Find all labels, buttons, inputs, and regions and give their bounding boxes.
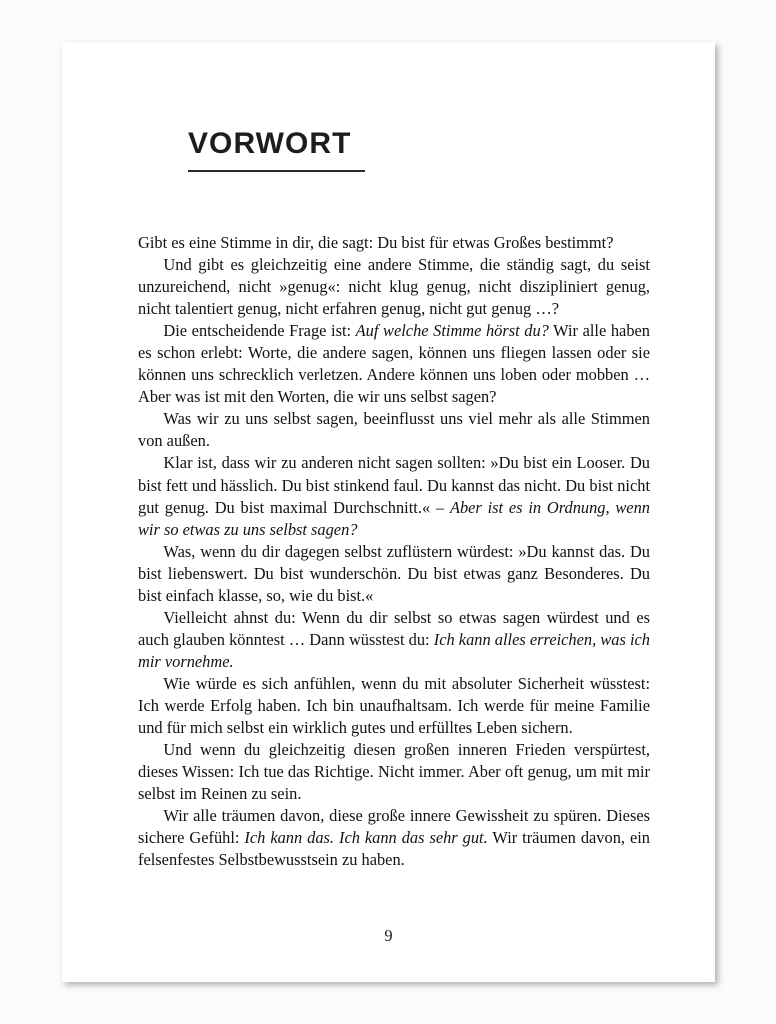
body-text: Wir alle träumen davon, diese große innere Gewissheit zu spüren. Dieses sichere Gefühl: xyxy=(138,806,650,848)
chapter-heading xyxy=(188,129,608,172)
body-text: Und wenn du gleichzeitig diesen großen inneren Frieden verspürtest, dieses Wissen: Ich tue das Richtige. Nicht immer. Aber oft genug, um mit mir selbst im Reinen zu sein. xyxy=(138,740,650,804)
page-number: 9 xyxy=(384,926,393,945)
body-paragraph xyxy=(138,805,650,871)
body-paragraph xyxy=(138,452,650,540)
body-text: Und gibt es gleichzeitig eine andere Stimme, die ständig sagt, du seist unzureichend, nicht »genug«: nicht klug genug, nicht diszipliniert genug, nicht talentiert genug, nicht erfahren genug, nicht gut genug …? xyxy=(138,255,650,319)
body-paragraph xyxy=(138,739,650,805)
body-text: Die entscheidende Frage ist: xyxy=(163,321,356,341)
body-paragraph xyxy=(138,408,650,452)
body-text-column xyxy=(138,232,650,871)
body-paragraph xyxy=(138,607,650,673)
emphasis-text: Aber ist es in Ordnung, wenn wir so etwas zu uns selbst sagen? xyxy=(138,497,650,539)
body-text: Was, wenn du dir dagegen selbst zuflüstern würdest: »Du kannst das. Du bist liebenswert. Du bist wunderschön. Du bist etwas ganz Besonderes. Du bist einfach klasse, so, wie du bist.« xyxy=(138,541,650,605)
body-text: Wir träumen davon, ein felsenfestes Selbstbewusstsein zu haben. xyxy=(138,828,650,870)
body-text: Wir alle haben es schon erlebt: Worte, die andere sagen, können uns fliegen lassen oder sie können uns schrecklich verletzen. Andere können uns loben oder mobben … Aber was ist mit den Worten, die wir uns selbst sagen? xyxy=(138,321,650,407)
book-page xyxy=(62,42,715,982)
emphasis-text: Ich kann alles erreichen, was ich mir vornehme. xyxy=(138,629,650,671)
body-paragraph xyxy=(138,541,650,607)
body-paragraph xyxy=(138,320,650,408)
emphasis-text: Ich kann das. Ich kann das sehr gut. xyxy=(244,828,488,848)
page-title: VORWORT xyxy=(188,127,352,160)
body-paragraph xyxy=(138,673,650,739)
body-text: Was wir zu uns selbst sagen, beeinflusst uns viel mehr als alle Stimmen von außen. xyxy=(138,409,650,451)
body-text: Gibt es eine Stimme in dir, die sagt: Du bist für etwas Großes bestimmt? xyxy=(138,233,614,252)
body-paragraph xyxy=(138,232,650,254)
body-paragraph xyxy=(138,254,650,320)
emphasis-text: Auf welche Stimme hörst du? xyxy=(355,321,549,341)
title-underline-rule xyxy=(188,170,365,172)
body-text: Vielleicht ahnst du: Wenn du dir selbst so etwas sagen würdest und es auch glauben könntest … Dann wüsstest du: xyxy=(138,607,650,649)
body-text: Wie würde es sich anfühlen, wenn du mit absoluter Sicherheit wüsstest: Ich werde Erfolg haben. Ich bin unaufhaltsam. Ich werde für meine Familie und für mich selbst ein wirklich gutes und erfülltes Leben sichern. xyxy=(138,673,650,738)
body-text: Klar ist, dass wir zu anderen nicht sagen sollten: »Du bist ein Looser. Du bist fett und hässlich. Du bist stinkend faul. Du kannst das nicht. Du bist nicht gut genug. Du bist maximal Durchschnitt.« – xyxy=(138,453,650,517)
